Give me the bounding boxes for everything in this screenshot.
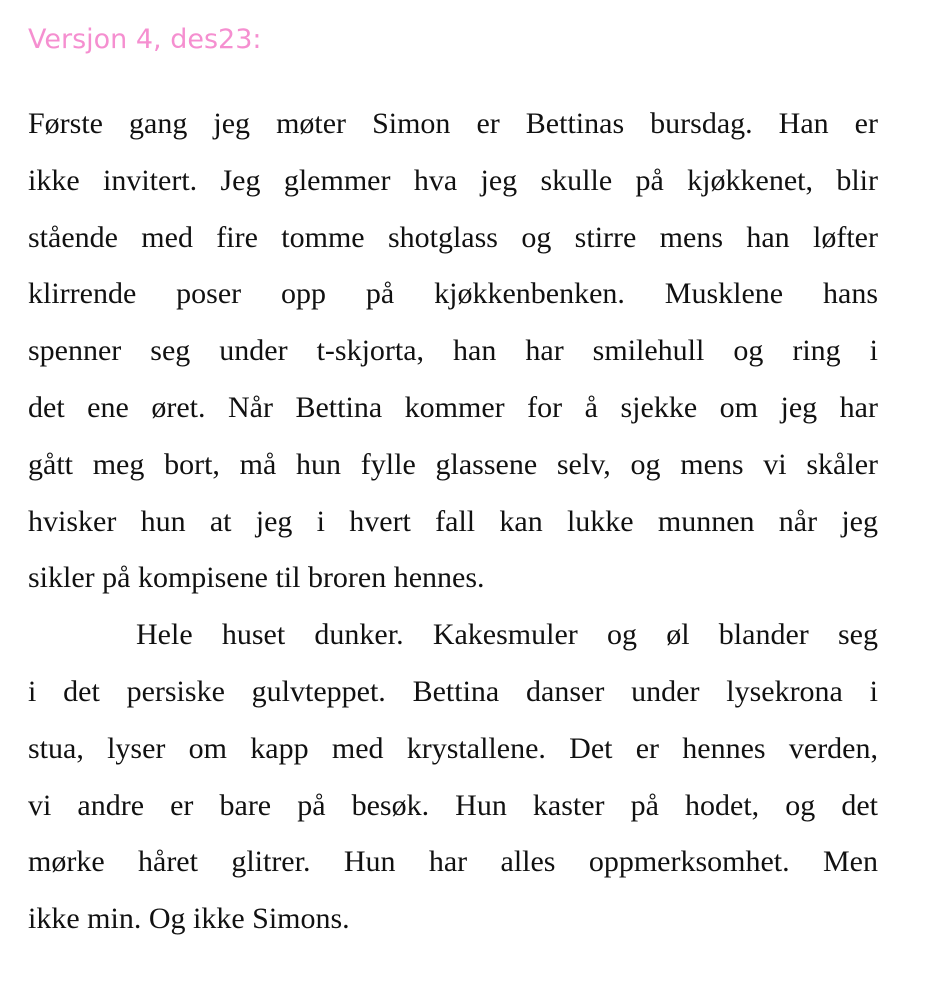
text-line: vi andre er bare på besøk. Hun kaster på hodet, og det xyxy=(28,788,878,822)
text-line: det ene øret. Når Bettina kommer for å sjekke om jeg har xyxy=(28,390,878,424)
paragraph-2 xyxy=(28,607,878,948)
text-line: spenner seg under t-skjorta, han har smilehull og ring i xyxy=(28,334,878,368)
story-text xyxy=(28,96,878,948)
text-line: gått meg bort, må hun fylle glassene selv, og mens vi skåler xyxy=(28,447,878,481)
text-line: ikke invitert. Jeg glemmer hva jeg skulle på kjøkkenet, blir xyxy=(28,163,878,197)
text-line: i det persiske gulvteppet. Bettina danser under lysekrona i xyxy=(28,674,878,708)
text-line: ikke min. Og ikke Simons. xyxy=(28,902,350,936)
paragraph-1 xyxy=(28,96,878,607)
text-line: hvisker hun at jeg i hvert fall kan lukke munnen når jeg xyxy=(28,504,878,538)
text-line: stua, lyser om kapp med krystallene. Det er hennes verden, xyxy=(28,731,878,765)
version-note: Versjon 4, des23: xyxy=(28,24,262,55)
text-line: Første gang jeg møter Simon er Bettinas bursdag. Han er xyxy=(28,107,878,140)
text-line: mørke håret glitrer. Hun har alles oppmerksomhet. Men xyxy=(28,845,878,879)
text-line: sikler på kompisene til broren hennes. xyxy=(28,561,485,595)
text-line: stående med fire tomme shotglass og stirre mens han løfter xyxy=(28,220,878,254)
text-line: klirrende poser opp på kjøkkenbenken. Musklene hans xyxy=(28,277,878,311)
text-line: Hele huset dunker. Kakesmuler og øl blander seg xyxy=(136,618,878,652)
